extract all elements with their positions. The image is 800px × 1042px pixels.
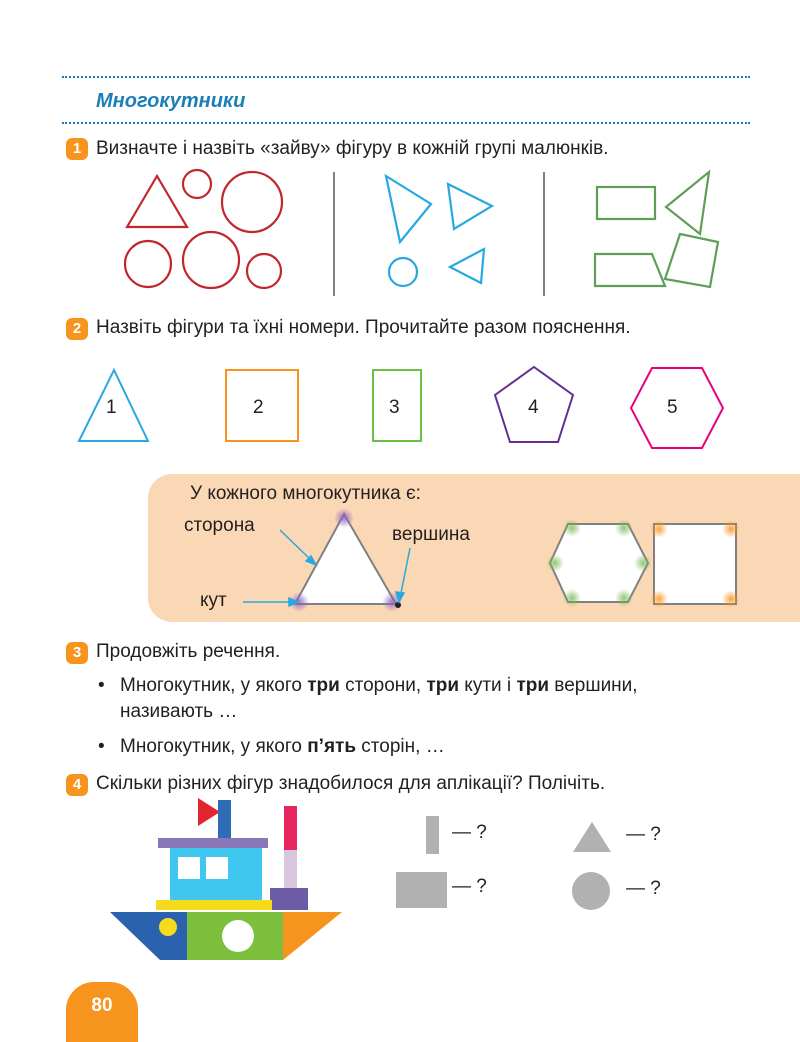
- label-vertex: вершина: [392, 524, 470, 545]
- bullet-1: Многокутник, у якого три сторони, три кути і три вершини,: [120, 675, 638, 696]
- page-number: 80: [91, 995, 113, 1016]
- legend-tall-rectangle: [426, 816, 439, 854]
- red-circle: [125, 241, 171, 287]
- box-rectangle: [270, 888, 308, 910]
- task-4-text: Скільки різних фігур знадобилося для аплікації? Полічіть.: [96, 773, 606, 794]
- chimney-bottom-rectangle: [284, 850, 297, 888]
- figure-group-1: [125, 170, 282, 288]
- vertex-dot: [395, 602, 401, 608]
- info-hexagon: [550, 524, 648, 602]
- yellow-circle: [159, 918, 177, 936]
- vertex-glow: [334, 508, 354, 528]
- task-1-figures: [100, 164, 750, 300]
- task-2-shapes: [70, 360, 740, 460]
- dotted-rule-top: [62, 76, 750, 78]
- task-1-text: Визначте і назвіть «зайву» фігуру в кожній групі малюнків.: [96, 138, 609, 159]
- label-angle: кут: [200, 590, 227, 611]
- roof-rectangle: [158, 838, 268, 848]
- task-3-number: 3: [66, 642, 88, 664]
- red-circle-small: [183, 170, 211, 198]
- shape-5-label: 5: [667, 397, 678, 418]
- shape-4-label: 4: [528, 397, 539, 418]
- ship-illustration: [110, 798, 345, 966]
- green-square: [665, 234, 718, 287]
- task-4-legend: [390, 814, 620, 914]
- legend-circle: [572, 872, 610, 910]
- figure-group-3: [595, 172, 718, 287]
- figure-group-2: [386, 176, 492, 286]
- hull-left-triangle: [110, 912, 187, 960]
- red-circle: [183, 232, 239, 288]
- bullet-2: Многокутник, у якого п’ять сторін, …: [120, 736, 445, 757]
- white-circle: [222, 920, 254, 952]
- window-square: [178, 857, 200, 879]
- task-4-number: 4: [66, 774, 88, 796]
- legend-question: — ?: [452, 822, 487, 843]
- task-3-text: Продовжіть речення.: [96, 641, 281, 662]
- info-square: [654, 524, 736, 604]
- deck-rectangle: [156, 900, 272, 910]
- red-triangle: [127, 176, 187, 227]
- arrow-side: [280, 530, 313, 562]
- bullet-dot: •: [98, 736, 105, 757]
- info-heading: У кожного многокутника є:: [190, 483, 421, 504]
- task-1-number: 1: [66, 138, 88, 160]
- info-diagram: [148, 474, 800, 622]
- window-square: [206, 857, 228, 879]
- legend-question: — ?: [626, 824, 661, 845]
- legend-triangle: [573, 822, 611, 852]
- bullet-dot: •: [98, 675, 105, 696]
- red-circle-large: [222, 172, 282, 232]
- bullet-1-line-2: називають …: [120, 701, 238, 722]
- cyan-triangle: [450, 249, 484, 283]
- cyan-triangle: [448, 184, 492, 229]
- green-triangle: [666, 172, 709, 234]
- shape-2-label: 2: [253, 397, 264, 418]
- task-2-text: Назвіть фігури та їхні номери. Прочитайте разом пояснення.: [96, 317, 631, 338]
- task-2-number: 2: [66, 318, 88, 340]
- shape-3-label: 3: [389, 397, 400, 418]
- legend-question: — ?: [626, 878, 661, 899]
- dotted-rule-bottom: [62, 122, 750, 124]
- red-circle-small: [247, 254, 281, 288]
- shape-1-label: 1: [106, 397, 117, 418]
- arrow-vertex: [400, 548, 410, 598]
- mast-rectangle: [218, 800, 231, 838]
- hull-right-triangle: [283, 912, 342, 960]
- legend-rectangle: [396, 872, 447, 908]
- cyan-circle: [389, 258, 417, 286]
- cyan-triangle: [386, 176, 431, 242]
- flag-triangle: [198, 798, 220, 826]
- legend-question: — ?: [452, 876, 487, 897]
- green-trapezoid: [595, 254, 665, 286]
- label-side: сторона: [184, 515, 255, 536]
- section-title: Многокутники: [96, 90, 246, 112]
- green-rectangle: [597, 187, 655, 219]
- chimney-top-rectangle: [284, 806, 297, 850]
